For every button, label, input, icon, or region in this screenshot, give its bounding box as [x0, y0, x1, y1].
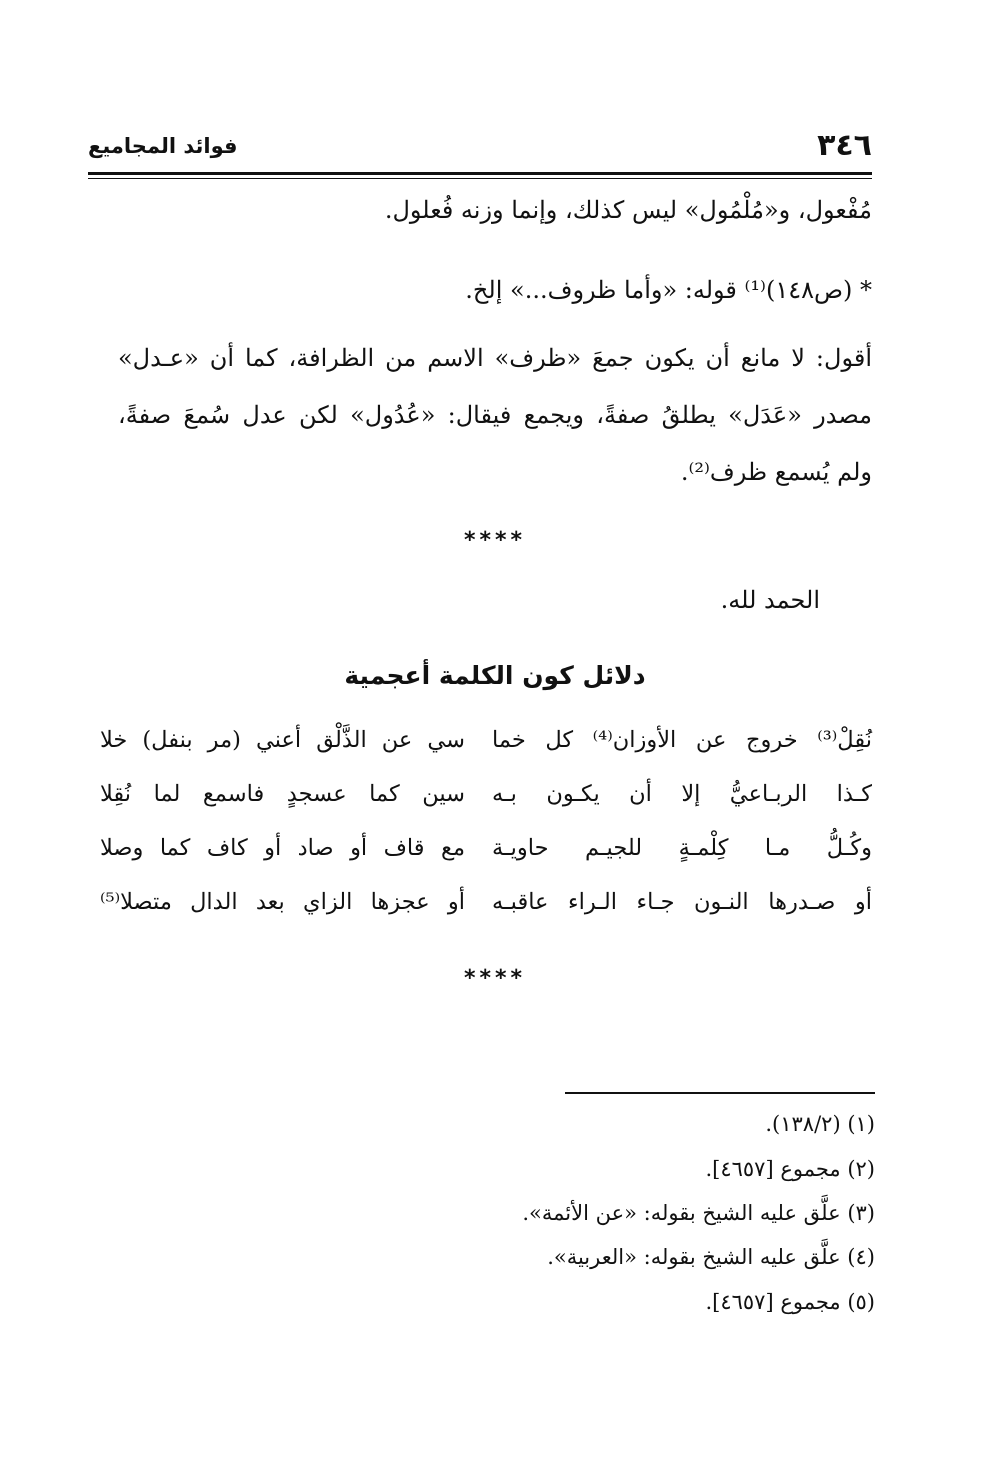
- footnote-2: (٢) مجموع [٤٦٥٧].: [705, 1157, 875, 1181]
- paragraph-line-3: ولم يُسمع ظرف⁽²⁾.: [680, 458, 872, 486]
- verse-4-sadr: أو صـدرها النـون جـاء الـراء عاقبـه: [492, 889, 872, 915]
- body-line-1: مُفْعول، و«مُلْمُول» ليس كذلك، وإنما وزنه فُعلول.: [384, 196, 872, 224]
- header-rule-thick: [88, 172, 872, 175]
- paragraph-line-2: مصدر «عَدَل» يطلقُ صفةً، ويجمع فيقال: «عُدُول» لكن عدل سُمعَ صفةً،: [118, 401, 872, 429]
- footnote-5: (٥) مجموع [٤٦٥٧].: [705, 1290, 875, 1314]
- verse-3-sadr: وكُـلُّ مـا كِلْمـةٍ للجيـم حاويـة: [492, 835, 872, 861]
- verse-1-ajuz: سي عن الذَّلْق أعني (مر بنفل) خلا: [100, 727, 465, 753]
- paragraph-line-1: أقول: لا مانع أن يكون جمعَ «ظرف» الاسم من الظرافة، كما أن «عـدل»: [118, 344, 872, 372]
- body-line-2: * (ص١٤٨)⁽¹⁾ قوله: «وأما ظروف...» إلخ.: [465, 276, 872, 304]
- verse-2-sadr: كـذا الربـاعيُّ إلا أن يكـون بـه: [492, 781, 872, 807]
- footnote-rule: [565, 1092, 875, 1094]
- footnote-1: (١) (١٣٨/٢).: [765, 1112, 875, 1136]
- header-rule-thin: [88, 178, 872, 179]
- running-head: فوائد المجاميع: [88, 134, 238, 158]
- footnote-3: (٣) علَّق عليه الشيخ بقوله: «عن الأئمة».: [522, 1201, 875, 1225]
- verse-1-sadr: نُقِلْ⁽³⁾ خروج عن الأوزان⁽⁴⁾ كل خما: [492, 727, 872, 753]
- verse-4-ajuz: أو عجزها الزاي بعد الدال متصلا⁽⁵⁾: [100, 889, 465, 915]
- verse-2-ajuz: سين كما عسجدٍ فاسمع لما نُقِلا: [100, 781, 465, 807]
- section-separator-2: ****: [463, 966, 527, 991]
- hamd-line: الحمد لله.: [720, 586, 820, 614]
- page-number: ٣٤٦: [817, 128, 872, 163]
- poem-title: دلائل كون الكلمة أعجمية: [344, 661, 646, 690]
- footnote-4: (٤) علَّق عليه الشيخ بقوله: «العربية».: [547, 1245, 875, 1269]
- page-header: [88, 128, 872, 168]
- verse-3-ajuz: مع قاف أو صاد أو كاف كما وصلا: [100, 835, 465, 861]
- section-separator: ****: [463, 528, 527, 553]
